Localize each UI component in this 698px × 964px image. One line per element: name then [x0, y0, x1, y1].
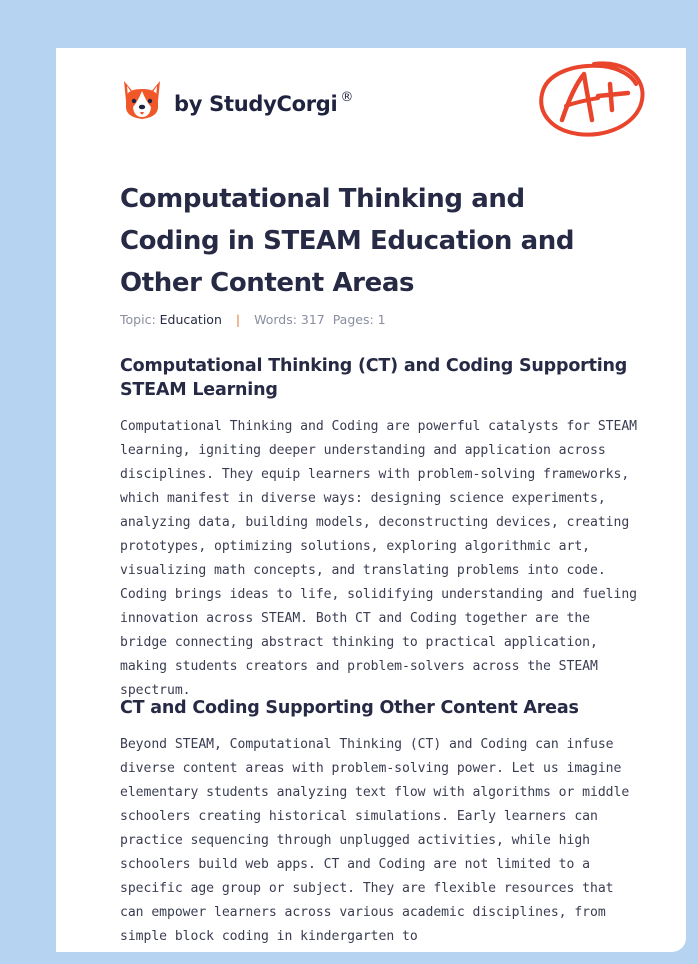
- document-meta: [120, 312, 386, 327]
- section-paragraph: Beyond STEAM, Computational Thinking (CT) and Coding can infuse diverse content areas with problem-solving power. Let us imagine elementary students analyzing text flow with algorithms or middle schoolers creating historical simulations. Early learners can practice sequencing through unplugged activities, while high schoolers build web apps. CT and Coding are not limited to a specific age group or subject. They are flexible resources that can empower learners across various academic disciplines, from simple block coding in kindergarten to: [120, 737, 630, 944]
- grade-badge: [536, 58, 648, 140]
- document-page: [56, 48, 686, 952]
- studycorgi-logo[interactable]: [120, 76, 353, 124]
- page-count: Pages: 1: [332, 312, 386, 327]
- meta-separator: |: [235, 312, 241, 327]
- topic-link[interactable]: Education: [159, 312, 222, 327]
- section-heading: Computational Thinking (CT) and Coding Supporting STEAM Learning: [120, 356, 628, 400]
- section-heading: CT and Coding Supporting Other Content Areas: [120, 698, 579, 718]
- registered-mark: ®: [340, 90, 354, 105]
- document-title: Computational Thinking and Coding in STEAM Education and Other Content Areas: [120, 184, 575, 298]
- section-paragraph: Computational Thinking and Coding are powerful catalysts for STEAM learning, igniting deeper understanding and application across disciplines. They equip learners with problem-solving frameworks, which manifest in diverse ways: designing science experiments, analyzing data, building models, deconstructing devices, creating prototypes, optimizing solutions, exploring algorithmic art, visualizing math concepts, and translating problems into code. Coding brings ideas to life, solidifying understanding and fueling innovation across STEAM. Both CT and Coding together are the bridge connecting abstract thinking to practical application, making students creators and problem-solvers across the STEAM spectrum.: [120, 419, 637, 698]
- corgi-icon: [120, 77, 164, 123]
- topic-label: Topic:: [120, 312, 156, 327]
- word-count: Words: 317: [254, 312, 325, 327]
- brand-name: by StudyCorgi ®: [174, 90, 354, 116]
